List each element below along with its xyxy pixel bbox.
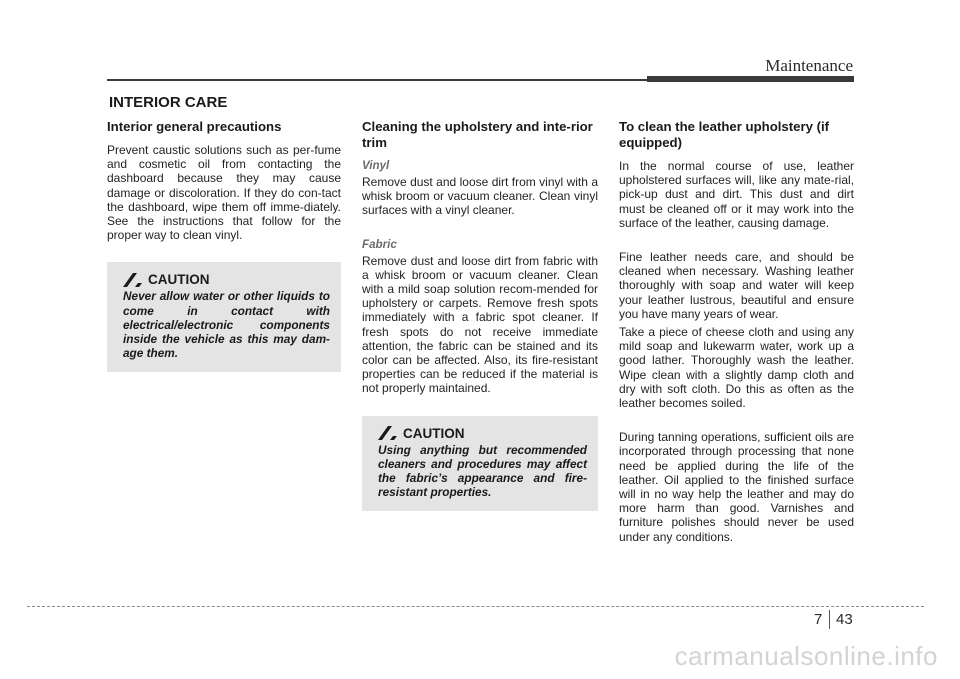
- interior-precautions-heading: Interior general precautions: [107, 119, 282, 134]
- leather-heading: To clean the leather upholstery (if equipped): [619, 119, 830, 150]
- vinyl-heading: Vinyl: [362, 159, 390, 172]
- page-number-divider: [829, 610, 830, 629]
- chapter-number: 7: [814, 611, 823, 628]
- section-title: INTERIOR CARE: [109, 94, 228, 111]
- vinyl-text: Remove dust and loose dirt from vinyl with a whisk broom or vacuum cleaner. Clean vinyl surfaces with a vinyl cleaner.: [362, 175, 598, 218]
- page-header-title: Maintenance: [765, 56, 853, 75]
- page-number: 43: [836, 611, 853, 628]
- caution-title: [123, 272, 330, 287]
- caution-title-text: CAUTION: [148, 272, 210, 288]
- caution-slash-icon: [123, 273, 142, 287]
- interior-precautions-text: Prevent caustic solutions such as per-fume and cosmetic oil from contacting the dashboard because they may cause damage or discoloration. If they do con-tact the dashboard, wipe them off imme-diately. See the instructions that follow for the proper way to clean vinyl.: [107, 143, 341, 243]
- caution-text: Using anything but recommended cleaners and procedures may affect the fabric’s appearance and fire-resistant properties.: [378, 442, 587, 500]
- leather-text-2: Fine leather needs care, and should be cleaned when necessary. Washing leather thoroughly with soap and water will keep your leather lustrous, beautiful and ensure you have many years of wear.: [619, 250, 854, 321]
- upholstery-heading: Cleaning the upholstery and inte-rior trim: [362, 119, 593, 150]
- column-2: [362, 119, 598, 511]
- caution-title: [378, 426, 587, 441]
- caution-text: Never allow water or other liquids to come in contact with electrical/electronic components inside the vehicle as this may dam-age them.: [123, 289, 330, 361]
- watermark-text: carmanualsonline.info: [674, 641, 938, 671]
- fabric-text: Remove dust and loose dirt from fabric with a whisk broom or vacuum cleaner. Clean with a mild soap solution recom-mended for upholstery or carpets. Remove fresh spots immediately with a fabric spot cleaner. If fresh spots do not receive immediate attention, the fabric can be stained and its color can be affected. Also, its fire-resistant properties can be reduced if the material is not properly maintained.: [362, 253, 598, 396]
- caution-slash-icon: [378, 426, 397, 440]
- caution-box-cleaners: [362, 416, 598, 512]
- fabric-heading: Fabric: [362, 237, 397, 251]
- leather-text-4: During tanning operations, sufficient oils are incorporated through processing that none need be applied during the life of the leather. Oil applied to the finished surface will in no way help the leather and may do more harm than good. Varnishes and furniture polishes should never be used under any conditions.: [619, 430, 854, 544]
- column-1: [107, 119, 341, 372]
- column-3: [619, 119, 854, 554]
- leather-text-1: In the normal course of use, leather upholstered surfaces will, like any mate-rial, pick-up dust and dirt. This dust and dirt must be cleaned off or it may work into the surface of the leather, causing damage.: [619, 159, 854, 230]
- footer-rule: [27, 606, 924, 607]
- leather-text-3: Take a piece of cheese cloth and using any mild soap and lukewarm water, work up a good lather. Thoroughly wash the leather. Wipe clean with a slightly damp cloth and dry with soft cloth. Do this as often as the leather becomes soiled.: [619, 325, 854, 411]
- header-rule-thick: [647, 76, 854, 82]
- caution-box-liquids: [107, 262, 341, 372]
- header-rule-thin: [107, 79, 647, 81]
- caution-title-text: CAUTION: [403, 425, 465, 441]
